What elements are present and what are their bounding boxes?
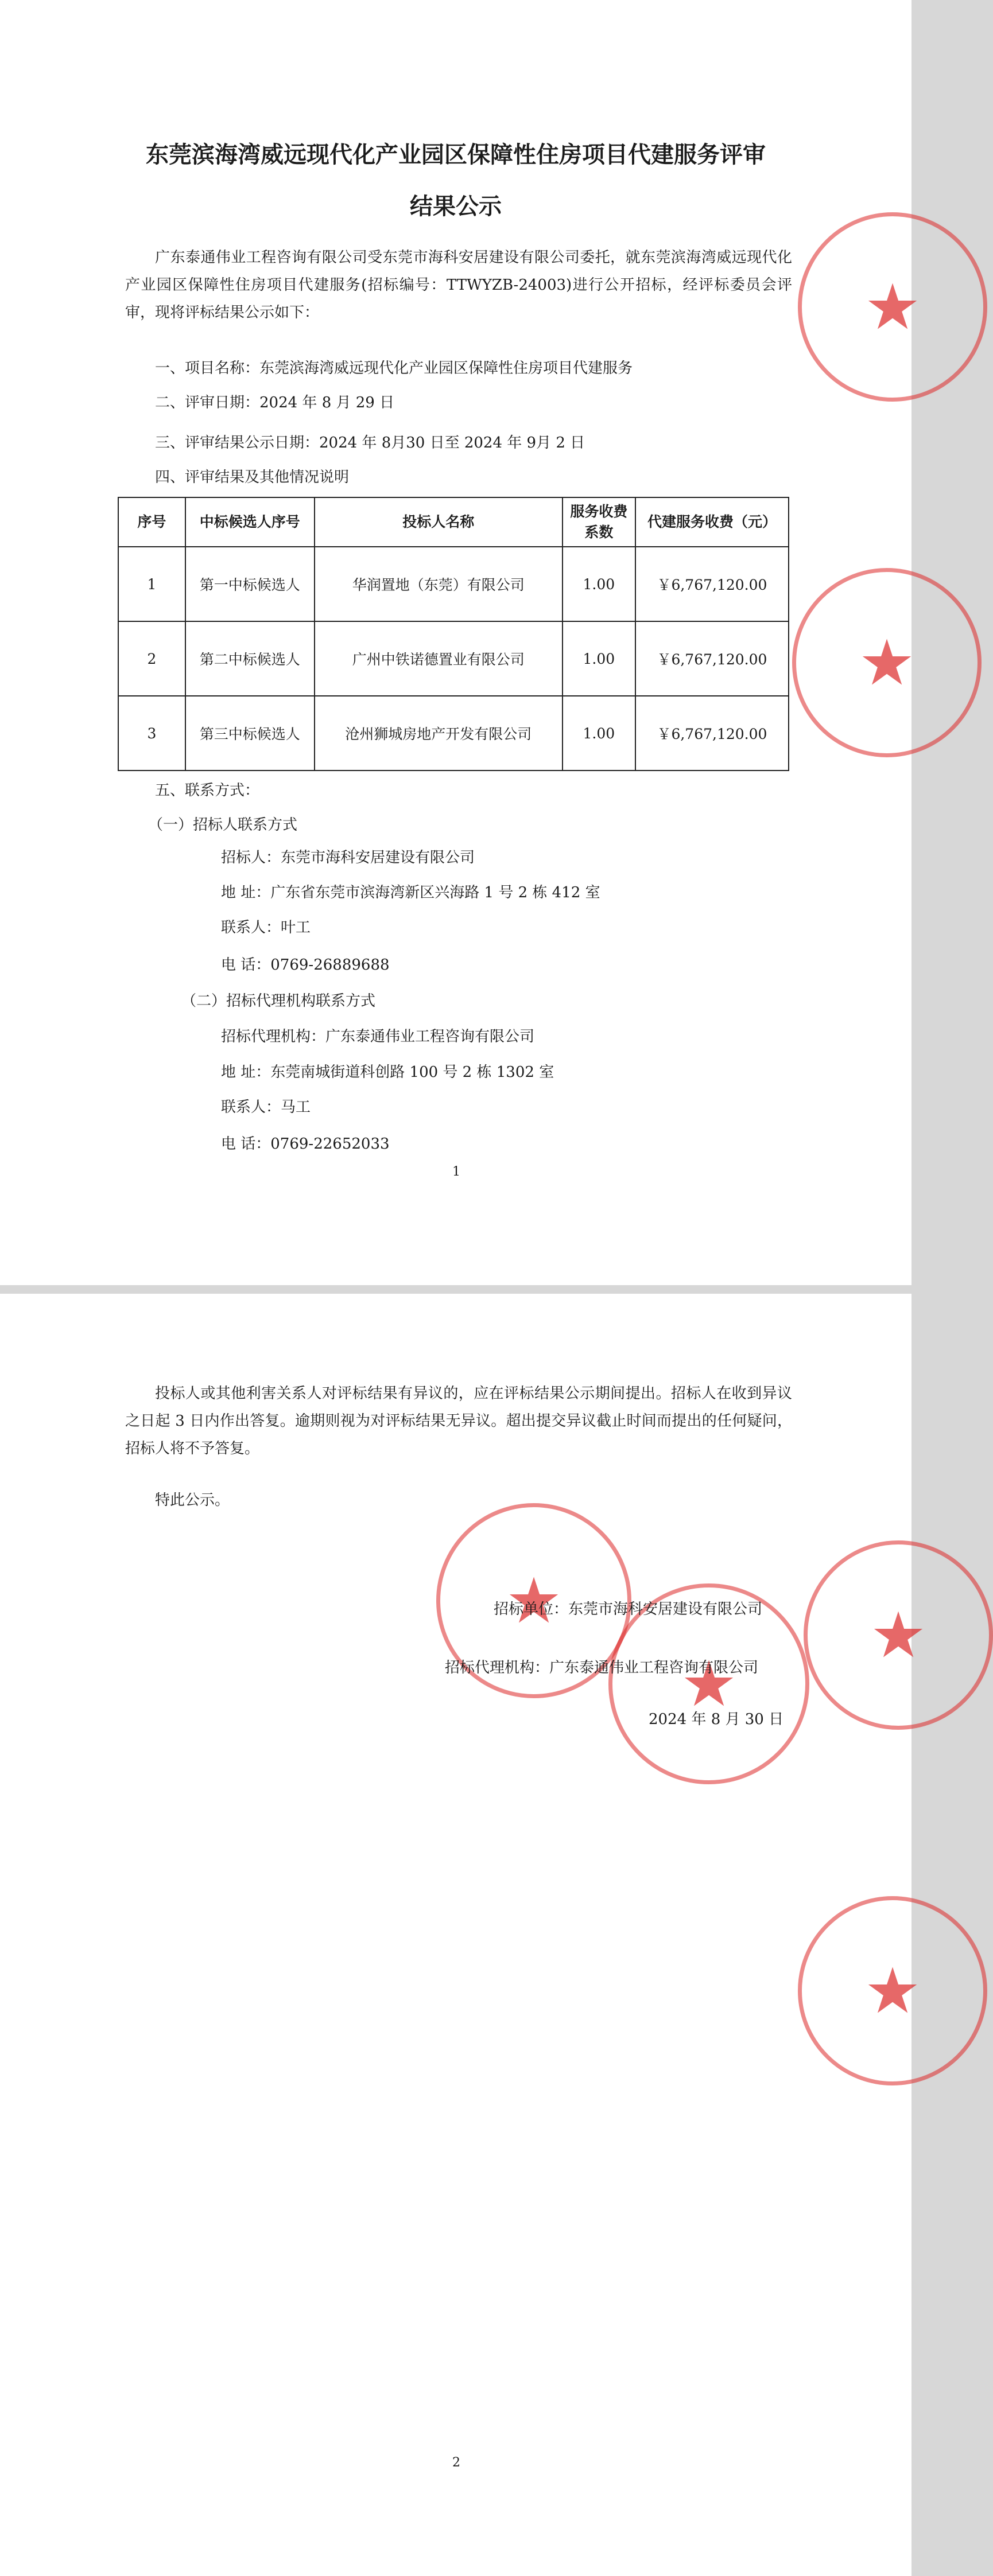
contact1-name: 招标人：东莞市海科安居建设有限公司 — [221, 849, 475, 866]
cell-fee: ￥6,767,120.00 — [635, 696, 789, 771]
contact1-person: 联系人：叶工 — [221, 919, 311, 936]
seal-star-icon: ★ — [505, 1564, 563, 1637]
cell-bidder: 华润置地（东莞）有限公司 — [315, 547, 563, 621]
seal-star-icon: ★ — [680, 1647, 738, 1721]
seal-star-icon: ★ — [870, 1598, 927, 1672]
item-publicity-date: 三、评审结果公示日期：2024 年 8月30 日至 2024 年 9月 2 日 — [155, 434, 585, 452]
results-table — [118, 497, 789, 771]
cell-no: 3 — [118, 696, 185, 771]
header-rate: 服务收费系数 — [563, 497, 635, 547]
contact2-phone: 电 话：0769-22652033 — [221, 1135, 390, 1153]
cell-fee: ￥6,767,120.00 — [635, 547, 789, 621]
contact1-phone: 电 话：0769-26889688 — [221, 956, 390, 974]
cell-bidder: 沧州狮城房地产开发有限公司 — [315, 696, 563, 771]
contact1-heading: （一）招标人联系方式 — [148, 816, 298, 834]
table-row — [118, 547, 789, 621]
header-candidate: 中标候选人序号 — [185, 497, 315, 547]
header-no: 序号 — [118, 497, 185, 547]
contact1-address: 地 址：广东省东莞市滨海湾新区兴海路 1 号 2 栋 412 室 — [221, 884, 600, 901]
agency-seal-stamp — [804, 1540, 993, 1730]
cell-rate: 1.00 — [563, 621, 635, 696]
item-review-date: 二、评审日期：2024 年 8 月 29 日 — [155, 394, 395, 411]
cell-no: 1 — [118, 547, 185, 621]
cell-rate: 1.00 — [563, 547, 635, 621]
objection-paragraph: 投标人或其他利害关系人对评标结果有异议的，应在评标结果公示期间提出。招标人在收到异议之日起 3 日内作出答复。逾期则视为对评标结果无异议。超出提交异议截止时间而提出的任何疑问，招标人将不予答复。 — [125, 1385, 792, 1457]
item-contact-heading: 五、联系方式： — [155, 782, 260, 799]
document-page-2 — [0, 1294, 927, 2576]
seal-star-icon: ★ — [858, 626, 916, 699]
cell-bidder: 广州中铁诺德置业有限公司 — [315, 621, 563, 696]
table-row — [118, 696, 789, 771]
cell-candidate: 第三中标候选人 — [185, 696, 315, 771]
cell-no: 2 — [118, 621, 185, 696]
page-number: 1 — [452, 1165, 460, 1179]
header-fee: 代建服务收费（元） — [635, 497, 789, 547]
contact2-heading: （二）招标代理机构联系方式 — [181, 993, 376, 1010]
document-page-1 — [0, 0, 921, 1285]
cell-candidate: 第一中标候选人 — [185, 547, 315, 621]
tenderer-signature: 招标单位：东莞市海科安居建设有限公司 — [494, 1601, 763, 1618]
contact2-person: 联系人：马工 — [221, 1099, 311, 1116]
table-header-row — [118, 497, 789, 547]
item-project-name: 一、项目名称：东莞滨海湾威远现代化产业园区保障性住房项目代建服务 — [155, 360, 633, 377]
cell-fee: ￥6,767,120.00 — [635, 621, 789, 696]
cell-rate: 1.00 — [563, 696, 635, 771]
page-title: 东莞滨海湾威远现代化产业园区保障性住房项目代建服务评审结果公示 — [146, 142, 766, 220]
agency-seal-stamp — [798, 1896, 987, 2085]
intro-paragraph: 广东泰通伟业工程咨询有限公司受东莞市海科安居建设有限公司委托，就东莞滨海湾威远现代化产业园区保障性住房项目代建服务(招标编号：TTWYZB-24003)进行公开招标，经评标委员会评审，现将评标结果公示如下： — [125, 249, 792, 321]
item-results-heading: 四、评审结果及其他情况说明 — [155, 469, 350, 486]
table-row — [118, 621, 789, 696]
cell-candidate: 第二中标候选人 — [185, 621, 315, 696]
page-number: 2 — [452, 2456, 460, 2470]
header-bidder: 投标人名称 — [315, 497, 563, 547]
seal-star-icon: ★ — [864, 1954, 921, 2028]
closing-text: 特此公示。 — [155, 1492, 230, 1509]
contact2-address: 地 址：东莞南城街道科创路 100 号 2 栋 1302 室 — [221, 1064, 554, 1081]
agency-seal-stamp — [798, 212, 987, 402]
contact2-name: 招标代理机构：广东泰通伟业工程咨询有限公司 — [221, 1028, 535, 1045]
signature-date: 2024 年 8 月 30 日 — [649, 1711, 784, 1728]
agency-seal-stamp — [792, 568, 982, 757]
seal-star-icon: ★ — [864, 270, 921, 344]
agency-signature: 招标代理机构：广东泰通伟业工程咨询有限公司 — [445, 1659, 759, 1676]
